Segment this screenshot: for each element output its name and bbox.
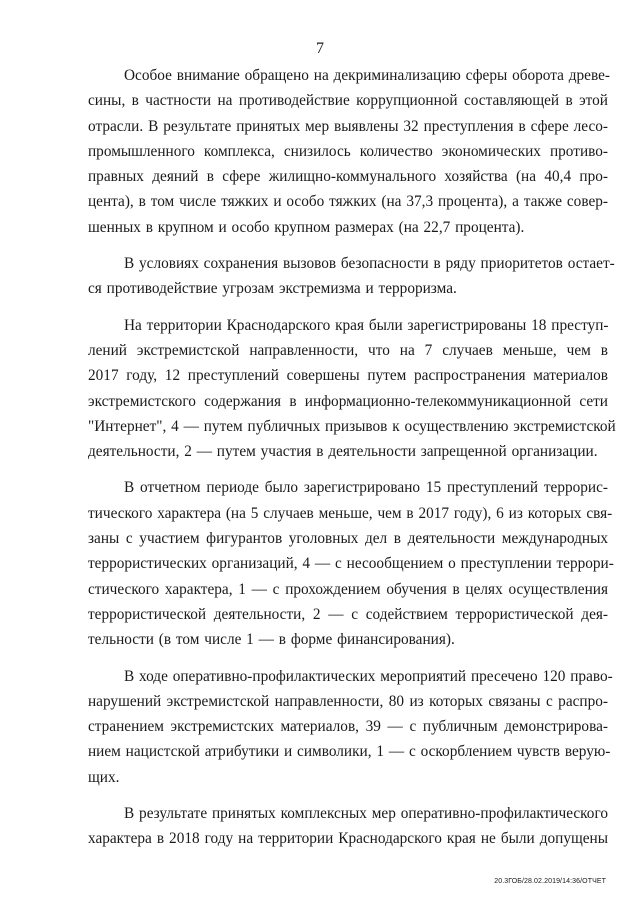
text-line: цента), в том числе тяжких и особо тяжких (на 37,3 процента), а также совер-	[88, 193, 608, 211]
text-line: экстремистского содержания в информационно-телекоммуникационной сети	[88, 392, 608, 410]
text-line: правных деяний в сфере жилищно-коммунального хозяйства (на 40,4 про-	[88, 168, 608, 186]
text-line: лений экстремистской направленности, что на 7 случаев меньше, чем в	[88, 341, 608, 359]
text-line: террористической деятельности, 2 — с содействием террористической дея-	[88, 605, 608, 623]
text-line: промышленного комплекса, снизилось количество экономических противо-	[88, 142, 608, 160]
paragraph-security-priorities	[88, 251, 615, 302]
text-line: странением экстремистских материалов, 39 — с публичным демонстрирова-	[88, 718, 608, 736]
text-line: стического характера, 1 — с прохождением обучения в целях осуществления	[88, 580, 608, 598]
text-line: На территории Краснодарского края были зарегистрированы 18 преступ-	[124, 316, 609, 334]
text-line: характера в 2018 году на территории Краснодарского края не были допущены	[88, 830, 608, 848]
text-line: заны с участием фигурантов уголовных дел в деятельности международных	[88, 530, 608, 548]
paragraph-operational-measures	[88, 664, 613, 790]
text-line: террористических организаций, 4 — с несообщением о преступлении террори-	[88, 555, 614, 573]
page-number: 7	[316, 40, 324, 57]
paragraph-terrorism	[88, 475, 614, 652]
text-line: 2017 году, 12 преступлений совершены путем распространения материалов	[88, 367, 608, 385]
paragraph-results	[88, 801, 608, 852]
text-line: нием нацистской атрибутики и символики, 1 — с оскорблением чувств верую-	[88, 743, 611, 761]
text-line: тельности (в том числе 1 — в форме финансирования).	[88, 631, 455, 649]
text-line: Особое внимание обращено на декриминализацию сферы оборота древе-	[124, 67, 610, 84]
text-line: В результате принятых комплексных мер оперативно-профилактического	[124, 805, 608, 823]
text-line: В условиях сохранения вызовов безопасности в ряду приоритетов остает-	[124, 255, 615, 273]
text-line: отрасли. В результате принятых мер выявлены 32 преступления в сфере лесо-	[88, 117, 608, 135]
paragraph-decriminalization	[88, 63, 608, 240]
text-line: "Интернет", 4 — путем публичных призывов к осуществлению экстремистской	[88, 417, 616, 435]
text-line: В ходе оперативно-профилактических мероприятий пресечено 120 право-	[124, 667, 613, 685]
document-body	[88, 63, 616, 852]
text-line: деятельности, 2 — путем участия в деятельности запрещенной организации.	[88, 443, 598, 461]
text-line: шенных в крупном и особо крупном размерах (на 22,7 процента).	[88, 218, 525, 236]
paragraph-extremism	[88, 313, 616, 465]
text-line: щих.	[88, 768, 120, 786]
text-line: нарушений экстремистской направленности, 80 из которых связаны с распро-	[88, 692, 608, 710]
text-line: сины, в частности на противодействие коррупционной составляющей в этой	[88, 92, 608, 110]
document-footer-code: 20.3ГОБ/28.02.2019/14:36/ОТЧЕТ	[494, 878, 606, 885]
text-line: ся противодействие угрозам экстремизма и терроризма.	[88, 280, 457, 298]
text-line: тического характера (на 5 случаев меньше, чем в 2017 году), 6 из которых свя-	[88, 504, 613, 522]
text-line: В отчетном периоде было зарегистрировано 15 преступлений террорис-	[124, 479, 608, 497]
